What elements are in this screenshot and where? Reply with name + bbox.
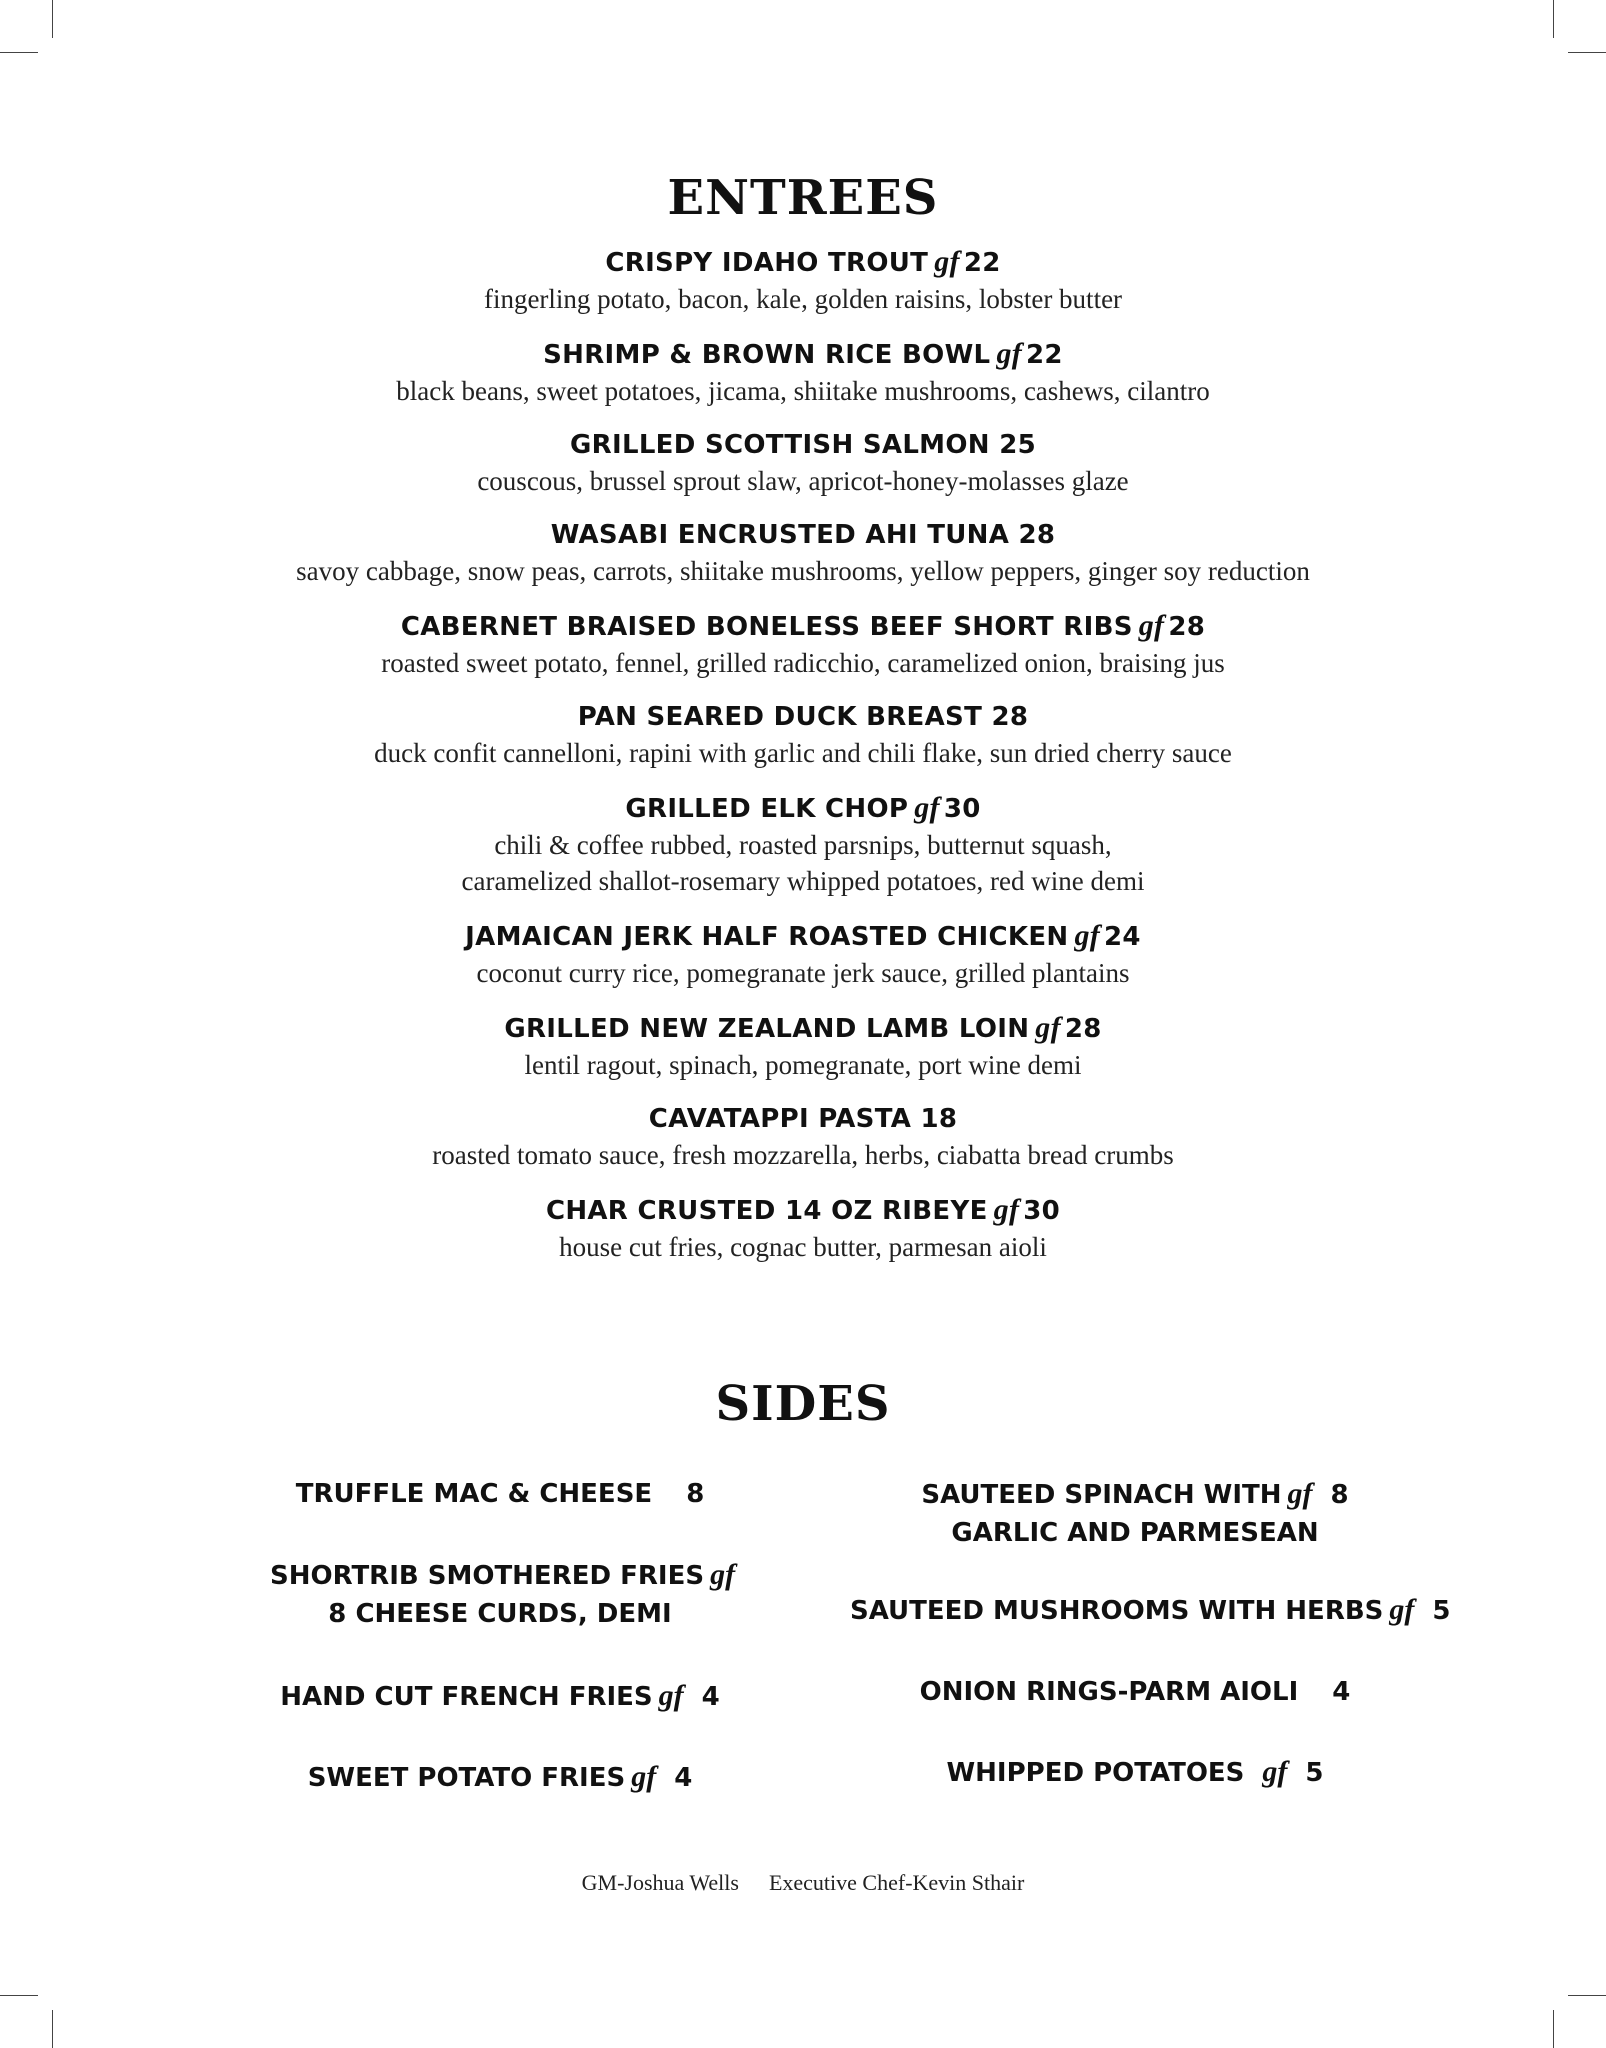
side-item-shortrib-fries (270, 1556, 736, 1633)
entree-price: 18 (920, 1104, 958, 1134)
entree-description: lentil ragout, spinach, pomegranate, port wine demi (524, 1050, 1082, 1080)
entree-name: PAN SEARED DUCK BREAST (577, 702, 983, 732)
side-price: 8 (1330, 1480, 1349, 1510)
entree-item (0, 518, 1606, 589)
entree-item (0, 336, 1606, 409)
side-name: SAUTEED SPINACH WITH (921, 1480, 1282, 1510)
gluten-free-marker: gf (914, 791, 940, 824)
entree-description: black beans, sweet potatoes, jicama, shiitake mushrooms, cashews, cilantro (396, 376, 1210, 406)
entree-name: GRILLED NEW ZEALAND LAMB LOIN (504, 1014, 1030, 1044)
crop-mark (1568, 52, 1606, 53)
gluten-free-marker: gf (710, 1558, 736, 1591)
entree-description: couscous, brussel sprout slaw, apricot-honey-molasses glaze (477, 466, 1129, 496)
side-name: SHORTRIB SMOTHERED FRIES (270, 1561, 705, 1591)
executive-chef: Executive Chef-Kevin Sthair (768, 1870, 1025, 1895)
gluten-free-marker: gf (996, 337, 1023, 370)
entree-name: CHAR CRUSTED 14 OZ RIBEYE (545, 1196, 988, 1226)
entree-title-line (0, 244, 1606, 281)
entree-price: 22 (963, 248, 1001, 278)
entree-title-line (0, 700, 1606, 735)
entree-item (0, 700, 1606, 771)
entree-title-line (0, 336, 1606, 373)
entree-title-line (0, 428, 1606, 463)
entree-description: roasted sweet potato, fennel, grilled radicchio, caramelized onion, braising jus (381, 648, 1225, 678)
side-name: HAND CUT FRENCH FRIES (280, 1682, 653, 1712)
side-name: WHIPPED POTATOES (946, 1758, 1245, 1788)
entree-price: 25 (999, 430, 1036, 460)
side-price: 4 (701, 1682, 720, 1712)
gluten-free-marker: gf (631, 1760, 657, 1793)
side-item-sauteed-spinach (850, 1475, 1420, 1552)
gluten-free-marker: gf (1287, 1477, 1313, 1510)
entree-description: chili & coffee rubbed, roasted parsnips, butternut squash, (494, 830, 1112, 860)
gluten-free-marker: gf (1138, 609, 1165, 642)
entree-item (0, 790, 1606, 899)
sides-heading: SIDES (715, 1376, 891, 1432)
side-item-sweet-potato-fries (270, 1758, 730, 1797)
crop-mark (1568, 1995, 1606, 1996)
entree-description: fingerling potato, bacon, kale, golden raisins, lobster butter (483, 284, 1123, 314)
side-price: 4 (1332, 1677, 1351, 1707)
entree-title-line (0, 1102, 1606, 1137)
side-name: TRUFFLE MAC & CHEESE (295, 1479, 653, 1509)
entree-title-line (0, 1192, 1606, 1229)
entree-name: GRILLED ELK CHOP (625, 794, 909, 824)
entrees-heading: ENTREES (667, 170, 939, 226)
side-price: 4 (674, 1763, 693, 1793)
entree-item (0, 608, 1606, 681)
side-item-sauteed-mushrooms (850, 1591, 1451, 1630)
gluten-free-marker: gf (1074, 919, 1101, 952)
side-item-onion-rings (850, 1673, 1420, 1711)
entree-price: 30 (943, 794, 981, 824)
side-item-truffle-mac (270, 1475, 730, 1513)
entree-item (0, 1192, 1606, 1265)
gluten-free-marker: gf (1262, 1755, 1288, 1788)
side-price: 5 (1305, 1758, 1324, 1788)
entree-title-line (0, 790, 1606, 827)
crop-mark (1553, 2010, 1554, 2048)
entree-name: GRILLED SCOTTISH SALMON (570, 430, 990, 460)
entree-item (0, 244, 1606, 317)
side-name: SWEET POTATO FRIES (307, 1763, 626, 1793)
entree-price: 28 (991, 702, 1029, 732)
entree-item (0, 1010, 1606, 1083)
entree-title-line (0, 518, 1606, 553)
side-price: 8 (686, 1479, 705, 1509)
entree-title-line (0, 1010, 1606, 1047)
entree-price: 28 (1018, 520, 1056, 550)
entree-price: 28 (1064, 1014, 1102, 1044)
staff-credits (0, 1870, 1606, 1896)
side-name-line2: 8 CHEESE CURDS, DEMI (328, 1599, 672, 1629)
side-name-line2: GARLIC AND PARMESEAN (951, 1518, 1319, 1548)
entree-price: 24 (1104, 922, 1141, 952)
entree-name: WASABI ENCRUSTED AHI TUNA (550, 520, 1010, 550)
entree-item (0, 1102, 1606, 1173)
gluten-free-marker: gf (993, 1193, 1020, 1226)
entree-price: 28 (1168, 612, 1206, 642)
entree-name: CAVATAPPI PASTA (648, 1104, 912, 1134)
entree-price: 30 (1023, 1196, 1061, 1226)
entree-name: CRISPY IDAHO TROUT (605, 248, 929, 278)
entree-description: roasted tomato sauce, fresh mozzarella, herbs, ciabatta bread crumbs (432, 1140, 1174, 1170)
side-price: 5 (1432, 1596, 1451, 1626)
entree-price: 22 (1026, 340, 1063, 370)
crop-mark (0, 52, 38, 53)
entree-name: CABERNET BRAISED BONELESS BEEF SHORT RIBS (400, 612, 1133, 642)
crop-mark (52, 0, 53, 38)
entree-item (0, 918, 1606, 991)
entree-title-line (0, 608, 1606, 645)
entree-title-line (0, 918, 1606, 955)
side-item-whipped-potatoes (850, 1753, 1420, 1792)
side-name: SAUTEED MUSHROOMS WITH HERBS (850, 1596, 1384, 1626)
crop-mark (52, 2010, 53, 2048)
entree-name: SHRIMP & BROWN RICE BOWL (543, 340, 991, 370)
crop-mark (1553, 0, 1554, 38)
gluten-free-marker: gf (1389, 1593, 1415, 1626)
entree-name: JAMAICAN JERK HALF ROASTED CHICKEN (465, 922, 1069, 952)
side-item-french-fries (270, 1677, 730, 1716)
entree-description: caramelized shallot-rosemary whipped potatoes, red wine demi (461, 866, 1145, 896)
side-name: ONION RINGS-PARM AIOLI (919, 1677, 1299, 1707)
gluten-free-marker: gf (1035, 1011, 1061, 1044)
entree-description: savoy cabbage, snow peas, carrots, shiitake mushrooms, yellow peppers, ginger soy reduction (296, 556, 1310, 586)
gluten-free-marker: gf (658, 1679, 684, 1712)
general-manager: GM-Joshua Wells (581, 1870, 739, 1895)
entree-item (0, 428, 1606, 499)
entree-description: coconut curry rice, pomegranate jerk sauce, grilled plantains (476, 958, 1130, 988)
crop-mark (0, 1995, 38, 1996)
entree-description: duck confit cannelloni, rapini with garlic and chili flake, sun dried cherry sauce (374, 738, 1232, 768)
entrees-list (0, 244, 1606, 1284)
entree-description: house cut fries, cognac butter, parmesan aioli (559, 1232, 1047, 1262)
gluten-free-marker: gf (934, 245, 960, 278)
